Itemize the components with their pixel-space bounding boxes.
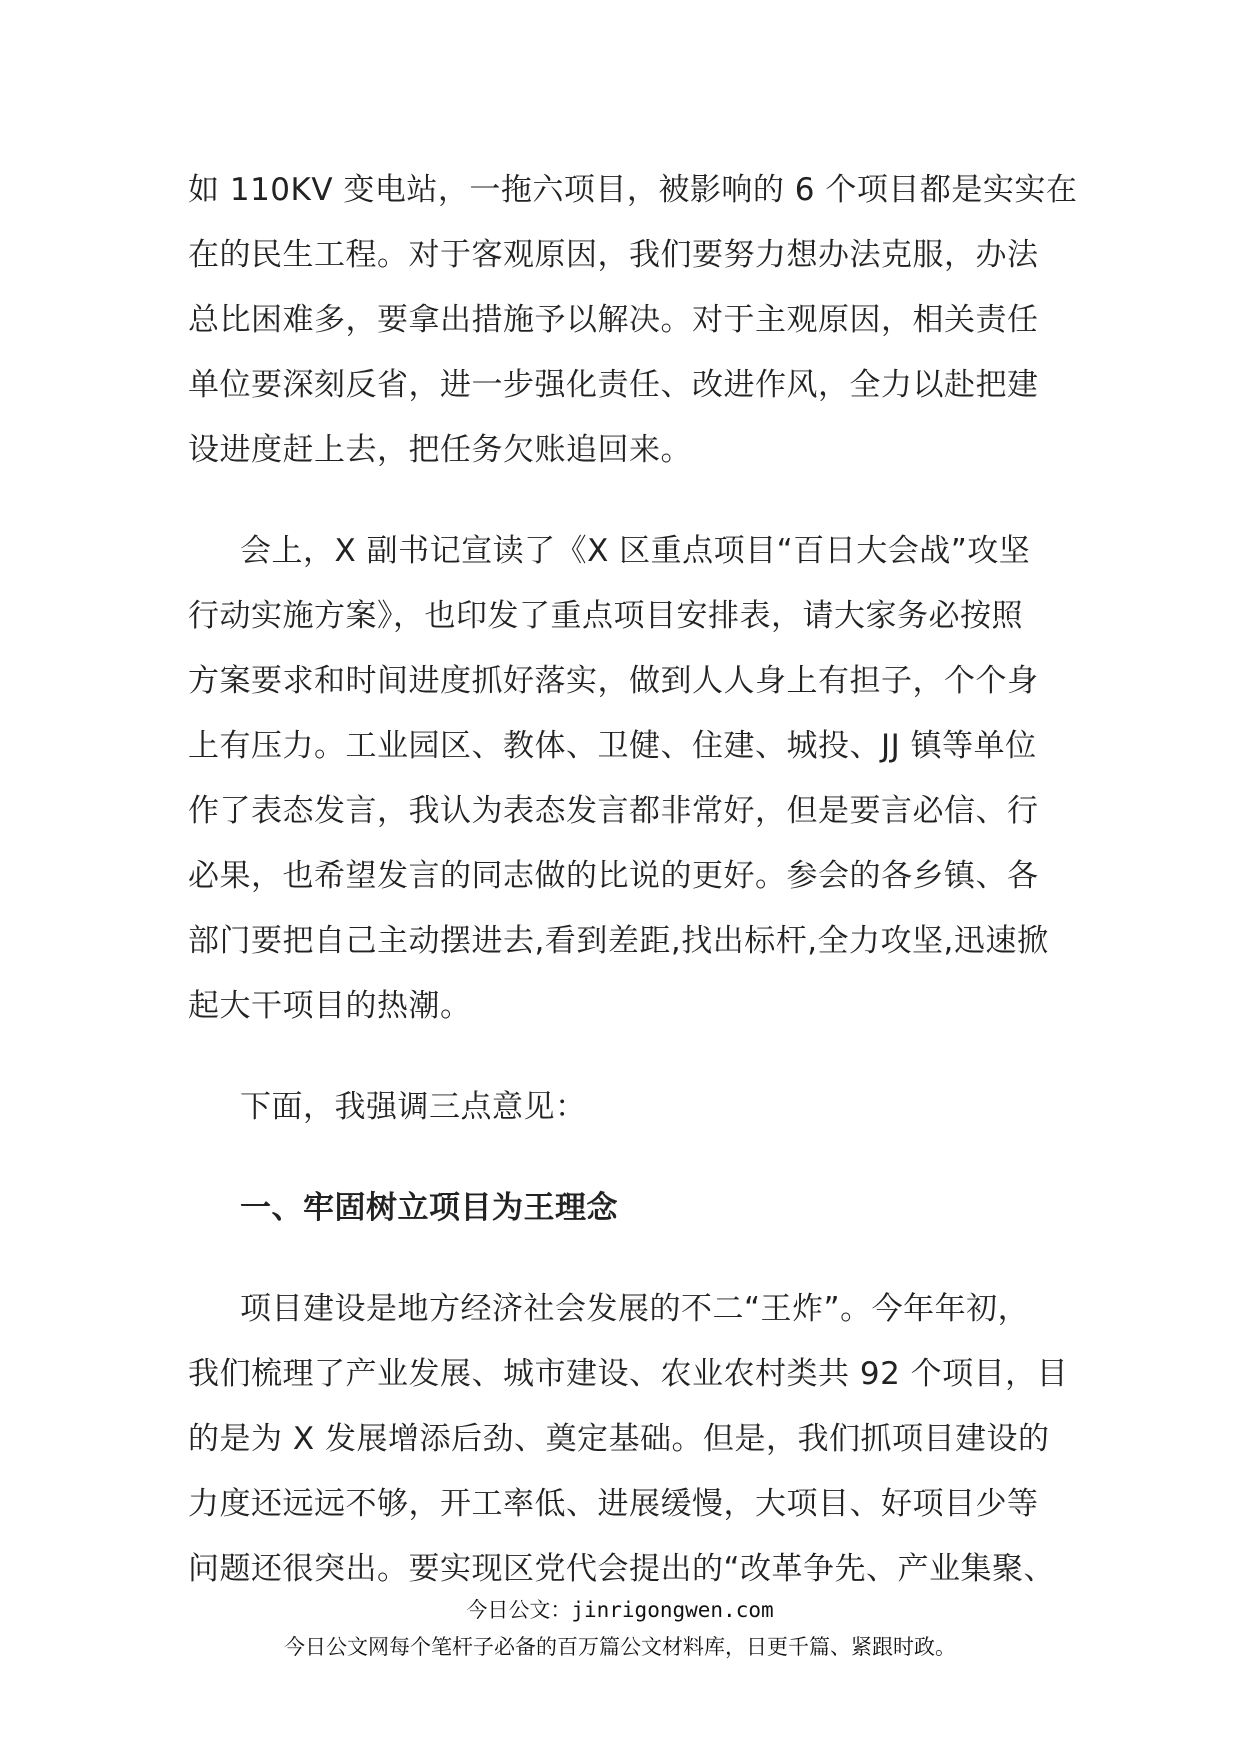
footer-slogan: 今日公文网每个笔杆子必备的百万篇公文材料库，日更千篇、紧跟时政。 [284, 1635, 956, 1659]
text-line: 总比困难多，要拿出措施予以解决。对于主观原因，相关责任 [188, 302, 1039, 338]
text-line: 项目建设是地方经济社会发展的不二“王炸”。今年年初， [240, 1291, 1030, 1327]
paragraph-2 [188, 519, 1052, 1039]
footer-site-url[interactable]: jinrigongwen.com [571, 1598, 774, 1622]
text-line: 力度还远远不够，开工率低、进展缓慢，大项目、好项目少等 [188, 1486, 1039, 1522]
text-line: 单位要深刻反省，进一步强化责任、改进作风，全力以赴把建 [188, 367, 1039, 403]
text-line: 作了表态发言，我认为表态发言都非常好，但是要言必信、行 [188, 793, 1039, 829]
paragraph-1 [188, 158, 1078, 483]
paragraph-4 [188, 1277, 1069, 1602]
footer-site-label: 今日公文： [466, 1598, 572, 1622]
text-line: 起大干项目的热潮。 [188, 988, 472, 1024]
text-line: 会上，X 副书记宣读了《X 区重点项目“百日大会战”攻坚 [240, 533, 1031, 569]
text-line: 部门要把自己主动摆进去,看到差距,找出标杆,全力攻坚,迅速掀 [188, 923, 1049, 959]
text-line: 方案要求和时间进度抓好落实，做到人人身上有担子，个个身 [188, 663, 1039, 699]
text-line: 我们梳理了产业发展、城市建设、农业农村类共 92 个项目，目 [188, 1356, 1069, 1392]
text-line: 设进度赶上去，把任务欠账追回来。 [188, 432, 692, 468]
text-line: 上有压力。工业园区、教体、卫健、住建、城投、JJ 镇等单位 [188, 728, 1037, 764]
text-line: 如 110KV 变电站，一拖六项目，被影响的 6 个项目都是实实在 [188, 172, 1078, 208]
text-line: 行动实施方案》，也印发了重点项目安排表，请大家务必按照 [188, 598, 1023, 634]
document-body [188, 158, 1078, 1602]
text-line: 在的民生工程。对于客观原因，我们要努力想办法克服，办法 [188, 237, 1039, 273]
text-line: 必果，也希望发言的同志做的比说的更好。参会的各乡镇、各 [188, 858, 1039, 894]
text-line: 的是为 X 发展增添后劲、奠定基础。但是，我们抓项目建设的 [188, 1421, 1050, 1457]
section-heading-1: 一、牢固树立项目为王理念 [240, 1190, 618, 1226]
footer-site-line [0, 1594, 1240, 1624]
text-line: 下面，我强调三点意见： [240, 1089, 587, 1125]
text-line: 问题还很突出。要实现区党代会提出的“改革争先、产业集聚、 [188, 1551, 1056, 1587]
paragraph-3 [188, 1075, 1052, 1140]
